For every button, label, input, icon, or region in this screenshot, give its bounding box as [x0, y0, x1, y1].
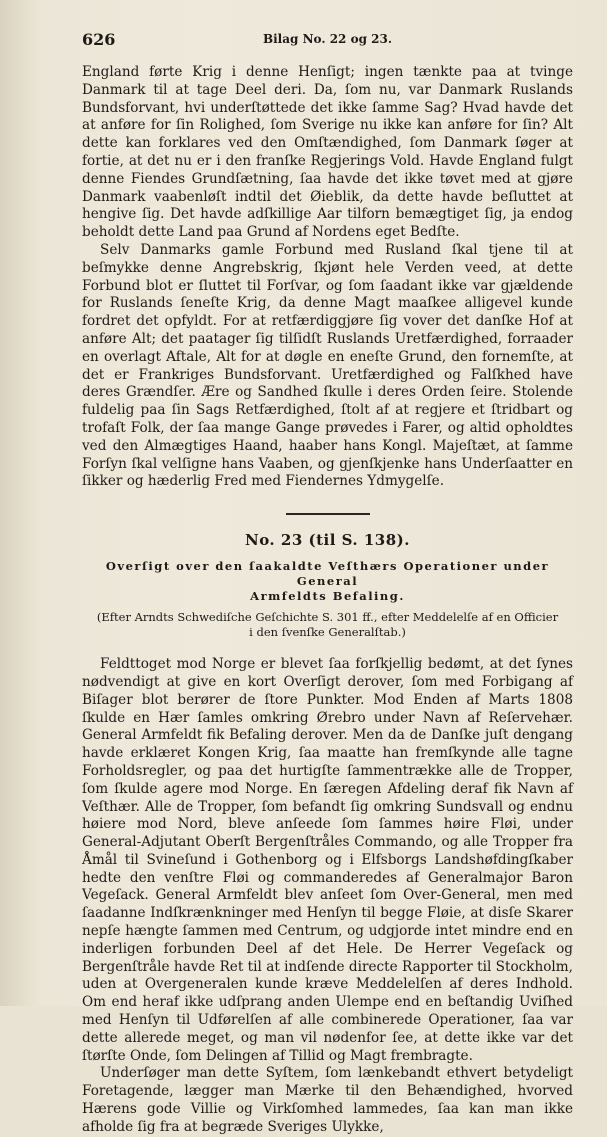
page-number: 626: [82, 30, 116, 49]
section-22-continuation: [82, 64, 573, 491]
section-subtitle: [82, 559, 573, 604]
paragraph: Feldttoget mod Norge er blevet ſaa forſkjellig bedømt, at det ſynes nødvendigt at give en kort Overſigt derover, ſom med Forbigang af Biſager blot berører de ſtore Punkter. Mod Enden af Marts 1808 ſkulde en Hær ſamles omkring Ørebro under Navn af Reſervehær. General Armfeldt fik Befaling derover. Men da de Danſke juſt dengang havde erklæret Kongen Krig, ſaa maatte han fremſkynde alle tagne Forholdsregler, og paa det hurtigſte ſammentrække alle de Tropper, ſom ſkulde agere mod Norge. En ſæregen Afdeling deraf fik Navn af Veſthær. Alle de Tropper, ſom befandt ſig omkring Sundsvall og endnu høiere mod Nord, bleve anſeede ſom ſammes høire Fløi, under General-Adjutant Oberſt Bergenſtråles Commando, og alle Tropper fra Åmål til Svineſund i Gothenborg og i Elfsborgs Landshøfdingſkaber hedte den venſtre Fløi og commanderedes af Generalmajor Baron Vegeſack. General Armfeldt blev anſeet ſom Over-General, men med ſaadanne Indſkrænkninger med Henſyn til begge Fløie, at disſe Skarer nepſe hængte ſammen med Centrum, og udgjorde intet mindre end en inderligen forbunden Deel af det Hele. De Herrer Vegeſack og Bergenſtråle havde Ret til at indſende directe Rapporter til Stockholm, uden at Overgeneralen kunde kræve Meddelelſen af deres Indhold. Om end heraf ikke udſprang anden Ulempe end en beſtandig Uviſhed med Henſyn til Udførelſen af alle combinerede Operationer, ſaa var dette allerede meget, og man vil nødenfor ſee, at dette ikke var det ſtørſte Onde, ſom Delingen af Tillid og Magt frembragte.: [82, 656, 573, 1064]
subtitle-line: Overſigt over den ſaakaldte Veſthærs Operationer under General: [105, 559, 550, 589]
source-note: [82, 610, 573, 640]
section-title: No. 23 (til S. 138).: [244, 531, 410, 550]
paragraph: Selv Danmarks gamle Forbund med Rusland ſkal tjene til at beſmykke denne Angrebskrig, ſkjønt hele Verden veed, at dette Forbund blot er ſluttet til Forſvar, og ſom ſaadant ikke var gjældende for Ruslands ſeneſte Krig, da denne Magt maaſkee alligevel kunde fordret det opfyldt. For at retfærdiggjøre ſig vover det danſke Hof at anføre Alt; det paatager ſig tilſidſt Ruslands Uretfærdighed, forraader en overlagt Aftale, Alt for at døgle en eneſte Grund, den fornemſte, at det er Frankriges Bundsforvant. Uretfærdighed og Falſkhed have deres Grændſer. Ære og Sandhed ſkulle i deres Orden ſeire. Stolende fuldelig paa ſin Sags Retfærdighed, ſtolt af at regjere et ſtridbart og trofaſt Folk, der ſaa mange Gange prøvedes i Farer, og altid opholdtes ved den Almægtiges Haand, haaber hans Kongl. Majeſtæt, at ſamme Forſyn ſkal velſigne hans Vaaben, og gjenſkjenke hans Underſaatter en ſikker og hæderlig Fred med Fiendernes Ydmygelſe.: [82, 241, 573, 490]
paragraph: England førte Krig i denne Henſigt; ingen tænkte paa at tvinge Danmark til at tage Deel deri. Da, ſom nu, var Danmark Ruslands Bundsforvant, hvi underſtøttede det ikke ſamme Sag? Hvad havde det at anføre for ſin Rolighed, ſom Sverige nu ikke kan anføre for ſin? Alt dette kan forklares ved den Omſtændighed, ſom Danmark ſøger at fortie, at det nu er i den franſke Regjerings Vold. Havde England fulgt denne Fiendes Grundſætning, ſaa havde det ikke tøvet med at gjøre Danmark vaabenløſt indtil det Øieblik, da dette havde beſluttet at hengive ſig. Det havde adſkillige Aar tilforn bemægtiget ſig, ja endog beholdt dette Land paa Grund af Nordens eget Bedſte.: [82, 64, 573, 241]
page-header: [82, 30, 573, 52]
source-line: (Efter Arndts Schwediſche Geſchichte S. 301 ff., efter Meddelelſe af en Officier: [96, 610, 559, 625]
paragraph: Underſøger man dette Syſtem, ſom lænkebandt ethvert betydeligt Foretagende, lægger man Mærke til den Behændighed, hvorved Hærens gode Villie og Virkſomhed lammedes, ſaa kan man ikke afholde ſig fra at begræde Sveriges Ulykke,: [82, 1065, 573, 1135]
subtitle-line: Armfeldts Befaling.: [250, 589, 405, 604]
section-divider: [286, 513, 370, 515]
source-line: i den ſvenſke Generalſtab.): [249, 625, 406, 640]
section-23: [82, 531, 573, 1137]
running-head: Bilag No. 22 og 23.: [262, 32, 393, 46]
